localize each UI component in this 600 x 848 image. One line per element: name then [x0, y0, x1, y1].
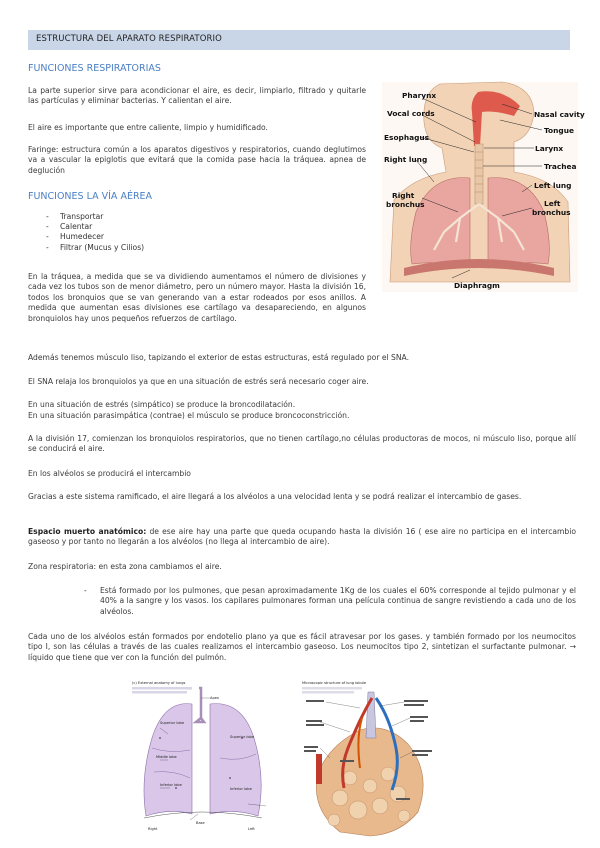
paragraph-neumocitos: Cada uno de los alvéolos están formados por endotelio plano ya que es fácil atravesar por los gases. y también formado por los neumocitos tipo I, son las células a través de las cuales realizamos el intercambio gaseoso. Los neumocitos tipo 2, sintetizan el surfactante pulmonar. → líquido que tiene que ver con la función del pulmón. — [28, 632, 576, 662]
label-inferior-lobe-left: Inferior lobe — [230, 787, 252, 791]
list-item: - Humedecer — [60, 232, 144, 242]
paragraph-faringe: Faringe: estructura común a los aparatos digestivos y respiratorios, cuando deglutimos va a vascular la epiglotis que evitará que la comida pase hacia la tráquea. apnea de deglución — [28, 145, 366, 175]
paragraph-pulmones: Está formado por los pulmones, que pesan aproximadamente 1Kg de los cuales el 60% corresponde al tejido pulmonar y el 40% a la sangre y los vasos. los capilares pulmonares forman una película continua de sangre revistiendo a cada uno de los alvéolos. — [100, 586, 576, 616]
title-bar — [28, 30, 570, 50]
term-espacio-muerto: Espacio muerto anatómico: — [28, 527, 147, 536]
label-base: Base — [196, 821, 205, 825]
paragraph-sna: El SNA relaja los bronquiolos ya que en una situación de estrés será necesario coger aire. — [28, 377, 369, 386]
label-inferior-lobe: Inferior lobe — [160, 783, 182, 787]
label-right: Right — [148, 827, 158, 831]
label-middle-lobe: Middle lobe — [156, 755, 177, 759]
label-superior-lobe: Superior lobe — [160, 721, 185, 725]
heading-funciones-via-aerea: FUNCIONES LA VÍA AÉREA — [28, 191, 153, 202]
document-title: ESTRUCTURA DEL APARATO RESPIRATORIO — [36, 34, 222, 44]
label-larynx: Larynx — [535, 144, 564, 153]
paragraph-musculo-liso: Además tenemos músculo liso, tapizando el exterior de estas estructuras, está regulado por el SNA. — [28, 353, 410, 362]
paragraph-simpatico: En una situación de estrés (simpático) se produce la broncodilatación. — [28, 400, 296, 409]
label-apex: Apex — [210, 696, 220, 700]
paragraph-aire-importante: El aire es importante que entre caliente, limpio y humidificado. — [28, 123, 268, 132]
lungs-external-figure — [130, 678, 280, 834]
paragraph-ramificado: Gracias a este sistema ramificado, el aire llegará a los alvéolos a una velocidad lenta y se podrá realizar el intercambio de gases. — [28, 492, 522, 501]
label-superior-lobe-left: Superior lobe — [230, 735, 255, 739]
paragraph-alveolos: En los alvéolos se producirá el intercambio — [28, 469, 191, 478]
label-right-lung: Right lung — [384, 155, 428, 164]
label-nasal-cavity: Nasal cavity — [534, 110, 585, 119]
label-pharynx: Pharynx — [402, 91, 437, 100]
label-tongue: Tongue — [544, 126, 574, 135]
label-vocal-cords: Vocal cords — [387, 109, 435, 118]
label-trachea: Trachea — [544, 162, 577, 171]
definition-espacio-muerto: de ese aire hay una parte que queda ocupando hasta la división 16 ( ese aire no participa en el intercambio gaseoso y por tanto no llegarán a los alvéolos (no llega al intercambio de aire). — [28, 527, 577, 547]
label-right-bronchus: Right bronchus — [386, 191, 425, 209]
label-esophagus: Esophagus — [384, 133, 430, 142]
lung-lobule-figure — [300, 678, 440, 838]
paragraph-espacio-muerto — [28, 527, 576, 548]
paragraph-acondicionar: La parte superior sirve para acondicionar el aire, es decir, limpiarlo, filtrado y quitarle las partículas y eliminar bacterias. Y calientan el aire. — [28, 86, 366, 106]
paragraph-traquea: En la tráquea, a medida que se va dividiendo aumentamos el número de divisiones y cada vez los tubos son de menor diámetro, pero un número mayor. Hasta la división 16, todos los bronquios que se van generando van a estar rodeados por esos anillos. A medida que aumentan esas divisiones ese cartílago va desapareciendo, en algunos bronquiolos hay unos pequeños refuerzos de cartílago. — [28, 272, 366, 323]
figure3-caption: Microscopic structure of lung lobule — [302, 681, 367, 685]
label-diaphragm: Diaphragm — [454, 281, 500, 290]
respiratory-system-figure — [382, 82, 585, 292]
functions-list — [60, 212, 144, 253]
heading-funciones-respiratorias: FUNCIONES RESPIRATORIAS — [28, 63, 161, 74]
bullet-dash: - — [84, 586, 87, 595]
label-left: Left — [248, 827, 255, 831]
label-left-bronchus: Left bronchus — [532, 199, 571, 217]
paragraph-division-17: A la división 17, comienzan los bronquiolos respiratorios, que no tienen cartílago,no células productoras de mocos, ni músculo liso, porque allí se conducirá el aire. — [28, 434, 576, 454]
list-item: - Filtrar (Mucus y Cilios) — [60, 243, 144, 253]
figure2-caption: (c) External anatomy of lungs — [132, 681, 186, 685]
label-left-lung: Left lung — [534, 181, 572, 190]
paragraph-zona-respiratoria: Zona respiratoria: en esta zona cambiamos el aire. — [28, 562, 222, 571]
paragraph-parasimpatico: En una situación parasimpática (contrae) el músculo se produce broncoconstricción. — [28, 411, 350, 420]
list-item: - Transportar — [60, 212, 144, 222]
list-item: - Calentar — [60, 222, 144, 232]
